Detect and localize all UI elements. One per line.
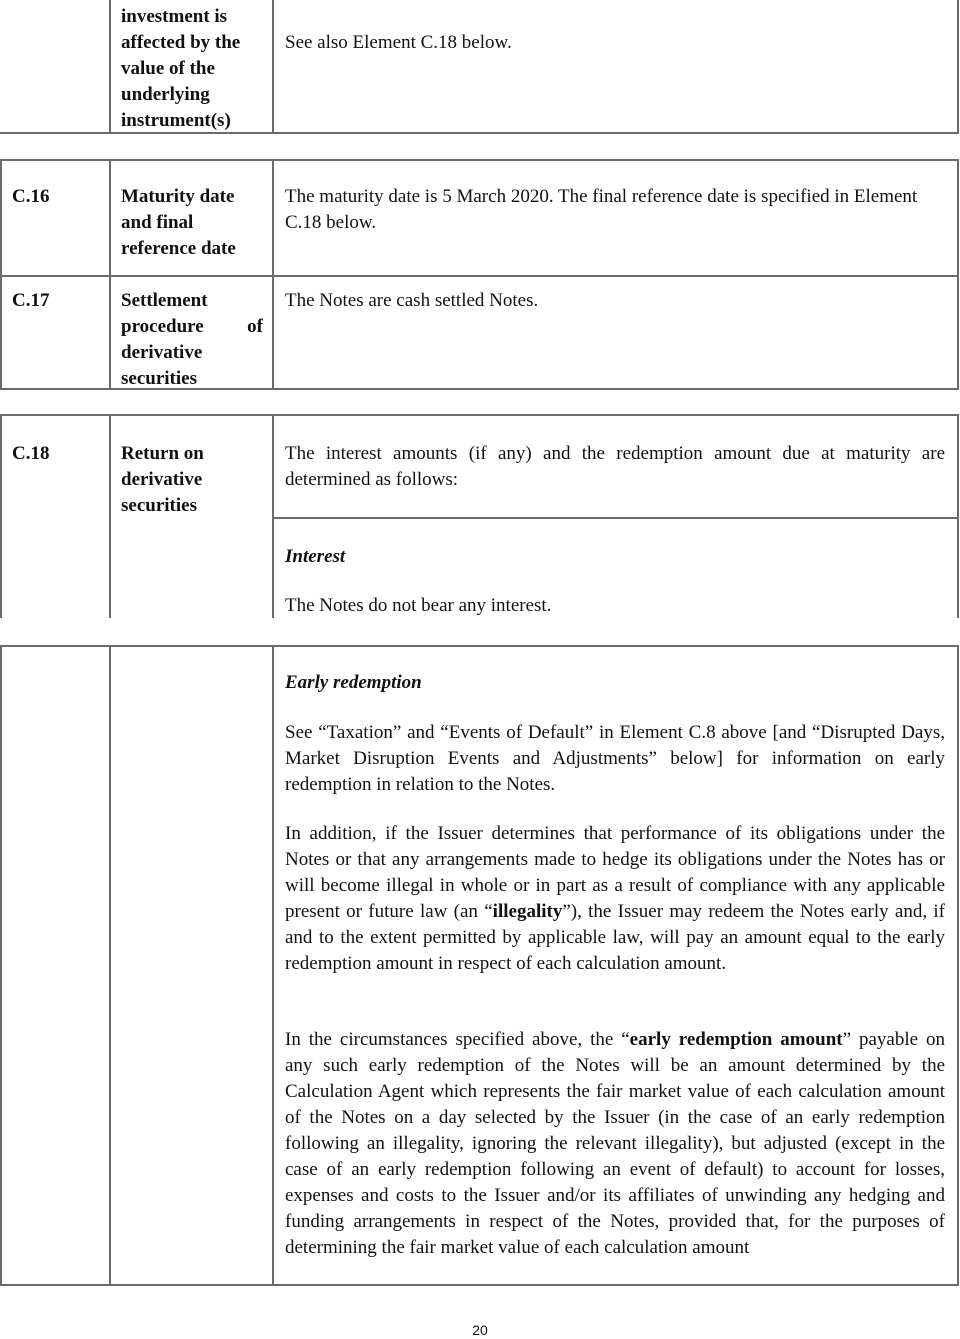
table3-inner-divider — [272, 517, 959, 519]
c18-intro: The interest amounts (if any) and the redemption amount due at maturity are determined as follows: — [285, 443, 945, 490]
early-redemption-paragraph-1: See “Taxation” and “Events of Default” in Element C.8 above [and “Disrupted Days, Market Disruption Events and Adjustments” below] for information on early redemption in relation to the Notes. — [285, 722, 945, 795]
table3-top-border — [0, 414, 959, 416]
c17-label-text: Settlement procedure of derivative securities — [121, 290, 263, 389]
interest-text: The Notes do not bear any interest. — [285, 595, 552, 616]
c17-number: C.17 — [12, 290, 50, 311]
table4-left-border — [0, 645, 2, 1286]
c16-content: The maturity date is 5 March 2020. The final reference date is specified in Element C.18 below. — [285, 186, 918, 233]
early-redemption-heading: Early redemption — [285, 672, 422, 693]
table3-left-border — [0, 414, 2, 618]
c15-label: investment is affected by the value of the underlying instrument(s) — [121, 6, 241, 131]
c16-number: C.16 — [12, 186, 50, 207]
table4-top-border — [0, 645, 959, 647]
early-p2-text-a: In addition, if the Issuer determines that performance of its obligations under the Notes or that any arrangements made to hedge its obligations under the Notes has or will become illegal in whole or in part as a result of compliance with any applicable present or future law (an “ — [285, 823, 945, 922]
table2-right-border — [957, 159, 959, 390]
illegality-term: illegality — [492, 901, 563, 922]
early-redemption-amount-term: early redemption amount — [629, 1029, 843, 1050]
table1-mid-border — [272, 0, 274, 134]
early-redemption-paragraph-2 — [285, 821, 945, 977]
table3-right-border — [957, 414, 959, 618]
interest-heading: Interest — [285, 546, 346, 567]
table2-col2-border — [272, 159, 274, 390]
table4-col2-border — [272, 645, 274, 1286]
table2-col1-border — [109, 159, 111, 390]
table4-col1-border — [109, 645, 111, 1286]
c18-number: C.18 — [12, 443, 50, 464]
early-redemption-paragraph-3 — [285, 1027, 945, 1281]
table3-col2-border — [272, 414, 274, 618]
early-p3-text-b: ” payable on any such early redemption of the Notes will be an amount determined by the Calculation Agent which represents the fair market value of each calculation amount of the Notes on a day selected by the Issuer (in the case of an early redemption following an illegality, ignoring the relevant illegality), but adjusted (except in the case of an early redemption following an event of default) to account for losses, expenses and costs to the Issuer and/or its affiliates of unwinding any hedging and funding arrangements in respect of the Notes, provided that, for the purposes of determining the fair market value of each calculation amount — [285, 1029, 945, 1258]
table4-bottom-border — [0, 1284, 959, 1286]
table1-right-border — [957, 0, 959, 134]
table4-right-border — [957, 645, 959, 1286]
table2-left-border — [0, 159, 2, 390]
early-p3-text-a: In the circumstances specified above, the “ — [285, 1029, 630, 1050]
early-p2-text-b: ”), the Issuer may redeem the Notes early and, if and to the extent permitted by applicable law, will pay an amount equal to the early redemption amount in respect of each calculation amount. — [285, 901, 946, 974]
page-number: 20 — [472, 1322, 488, 1338]
table3-col1-border — [109, 414, 111, 618]
c16-label: Maturity date and final reference date — [121, 186, 236, 259]
c18-label: Return on derivative securities — [121, 443, 204, 516]
c17-label — [121, 288, 263, 392]
c17-content: The Notes are cash settled Notes. — [285, 290, 539, 311]
c15-content: See also Element C.18 below. — [285, 32, 512, 53]
table1-left-border — [109, 0, 111, 134]
table2-row-divider — [0, 275, 959, 277]
table2-top-border — [0, 159, 959, 161]
